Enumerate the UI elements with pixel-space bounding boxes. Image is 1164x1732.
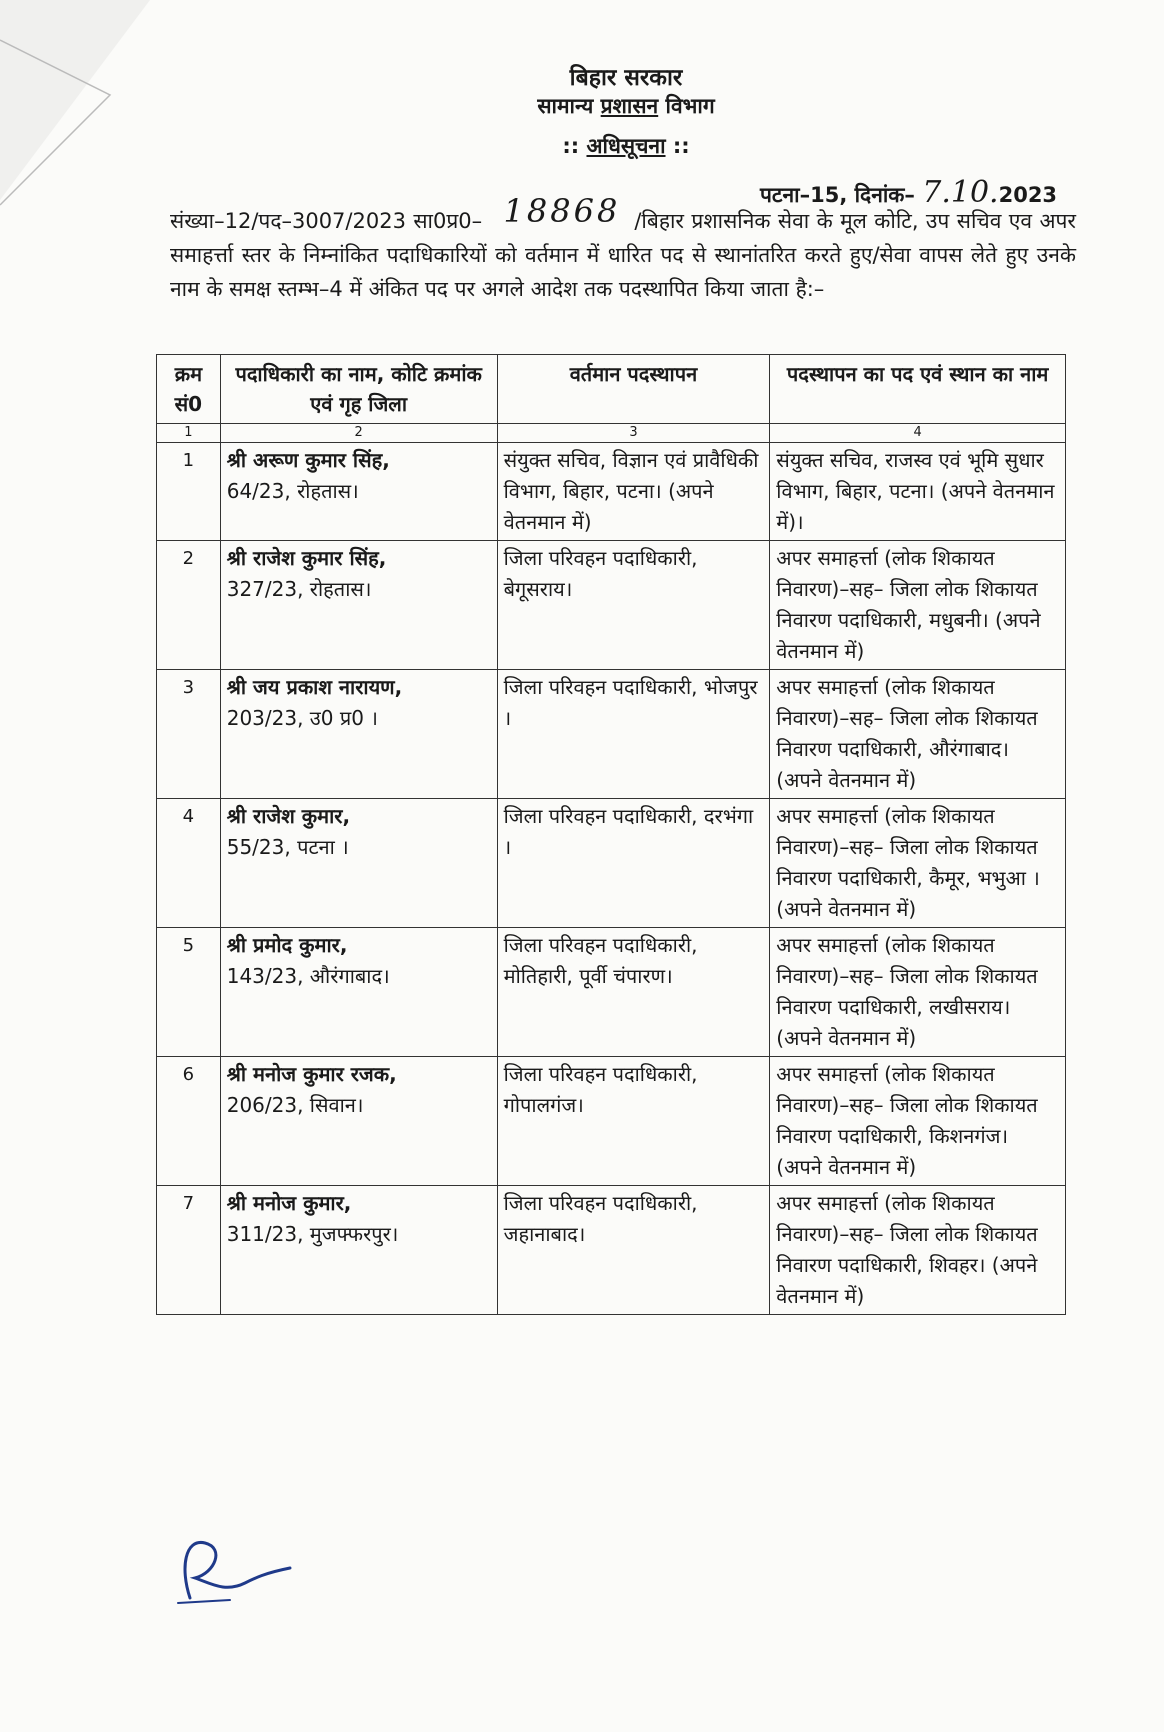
- serial-number: 5: [157, 928, 221, 1057]
- initials-signature: [170, 1528, 310, 1608]
- posting-table: [156, 354, 1066, 1315]
- serial-number: 3: [157, 670, 221, 799]
- serial-number: 7: [157, 1186, 221, 1315]
- current-posting: जिला परिवहन पदाधिकारी, गोपालगंज।: [497, 1057, 770, 1186]
- header-officer: पदाधिकारी का नाम, कोटि क्रमांक एवं गृह जिला: [220, 355, 497, 424]
- new-posting: अपर समाहर्त्ता (लोक शिकायत निवारण)–सह– जिला लोक शिकायत निवारण पदाधिकारी, मधुबनी। (अपने वेतनमान में): [770, 541, 1066, 670]
- column-number: 2: [220, 424, 497, 443]
- officer-detail: 311/23, मुजफ्फरपुर।: [226, 1222, 399, 1246]
- header-current: वर्तमान पदस्थापन: [497, 355, 770, 424]
- current-posting: संयुक्त सचिव, विज्ञान एवं प्रावैधिकी विभाग, बिहार, पटना। (अपने वेतनमान में): [497, 443, 770, 541]
- new-posting: अपर समाहर्त्ता (लोक शिकायत निवारण)–सह– जिला लोक शिकायत निवारण पदाधिकारी, लखीसराय। (अपने वेतनमान में): [770, 928, 1066, 1057]
- officer-detail: 55/23, पटना ।: [226, 835, 349, 859]
- officer-name: श्री मनोज कुमार रजक,: [226, 1062, 397, 1086]
- officer-name: श्री राजेश कुमार,: [226, 804, 351, 828]
- place-and-date: पटना–15, दिनांक– 7.10.2023: [760, 175, 1058, 210]
- officer-cell: [220, 443, 497, 541]
- current-posting: जिला परिवहन पदाधिकारी, जहानाबाद।: [497, 1186, 770, 1315]
- reference-paragraph: संख्या–12/पद–3007/2023 सा0प्र0– 18868 /बिहार प्रशासनिक सेवा के मूल कोटि, उप सचिव एव अपर समाहर्त्ता स्तर के निम्नांकित पदाधिकारियों को वर्तमान में धारित पद से स्थानांतरित करते हुए/सेवा वापस लेते हुए उनके नाम के समक्ष स्तम्भ–4 में अंकित पद पर अगले आदेश तक पदस्थापित किया जाता है:–: [170, 192, 1077, 301]
- officer-detail: 327/23, रोहतास।: [226, 577, 372, 601]
- officer-name: श्री प्रमोद कुमार,: [226, 933, 348, 957]
- serial-number: 2: [157, 541, 221, 670]
- serial-number: 1: [157, 443, 221, 541]
- officer-name: श्री राजेश कुमार सिंह,: [226, 546, 387, 570]
- officer-name: श्री अरूण कुमार सिंह,: [226, 448, 390, 472]
- officer-cell: [220, 1186, 497, 1315]
- new-posting: अपर समाहर्त्ता (लोक शिकायत निवारण)–सह– जिला लोक शिकायत निवारण पदाधिकारी, शिवहर। (अपने वेतनमान में): [770, 1186, 1066, 1315]
- table-row: [157, 1057, 1066, 1186]
- column-number: 1: [157, 424, 221, 443]
- officer-cell: [220, 1057, 497, 1186]
- column-number: 4: [770, 424, 1066, 443]
- new-posting: अपर समाहर्त्ता (लोक शिकायत निवारण)–सह– जिला लोक शिकायत निवारण पदाधिकारी, किशनगंज। (अपने वेतनमान में): [770, 1057, 1066, 1186]
- header-serial: क्रम सं0: [157, 355, 221, 424]
- serial-number: 4: [157, 799, 221, 928]
- officer-name: श्री मनोज कुमार,: [226, 1191, 352, 1215]
- table-row: [157, 541, 1066, 670]
- department-title: सामान्य प्रशासन विभाग: [537, 94, 715, 118]
- table-row: [157, 928, 1066, 1057]
- header-new-post: पदस्थापन का पद एवं स्थान का नाम: [770, 355, 1066, 424]
- new-posting: अपर समाहर्त्ता (लोक शिकायत निवारण)–सह– जिला लोक शिकायत निवारण पदाधिकारी, औरंगाबाद। (अपने वेतनमान में): [770, 670, 1066, 799]
- current-posting: जिला परिवहन पदाधिकारी, बेगूसराय।: [497, 541, 770, 670]
- column-number: 3: [497, 424, 770, 443]
- officer-name: श्री जय प्रकाश नारायण,: [226, 675, 403, 699]
- officer-detail: 64/23, रोहतास।: [226, 479, 359, 503]
- new-posting: संयुक्त सचिव, राजस्व एवं भूमि सुधार विभाग, बिहार, पटना। (अपने वेतनमान में)।: [770, 443, 1066, 541]
- officer-detail: 203/23, उ0 प्र0 ।: [226, 706, 378, 730]
- officer-cell: [220, 541, 497, 670]
- officer-cell: [220, 670, 497, 799]
- table-row: [157, 670, 1066, 799]
- new-posting: अपर समाहर्त्ता (लोक शिकायत निवारण)–सह– जिला लोक शिकायत निवारण पदाधिकारी, कैमूर, भभुआ । (अपने वेतनमान में): [770, 799, 1066, 928]
- current-posting: जिला परिवहन पदाधिकारी, दरभंगा ।: [497, 799, 770, 928]
- table-row: [157, 799, 1066, 928]
- serial-number: 6: [157, 1057, 221, 1186]
- officer-cell: [220, 799, 497, 928]
- officer-cell: [220, 928, 497, 1057]
- officer-detail: 206/23, सिवान।: [226, 1093, 364, 1117]
- current-posting: जिला परिवहन पदाधिकारी, भोजपुर ।: [497, 670, 770, 799]
- table-row: [157, 1186, 1066, 1315]
- officer-detail: 143/23, औरंगाबाद।: [226, 964, 390, 988]
- handwritten-number: 18868: [503, 192, 621, 230]
- handwritten-date: 7.10.: [922, 175, 999, 210]
- table-row: [157, 443, 1066, 541]
- notification-title: :: अधिसूचना ::: [562, 134, 690, 158]
- current-posting: जिला परिवहन पदाधिकारी, मोतिहारी, पूर्वी चंपारण।: [497, 928, 770, 1057]
- government-title: बिहार सरकार: [569, 65, 683, 91]
